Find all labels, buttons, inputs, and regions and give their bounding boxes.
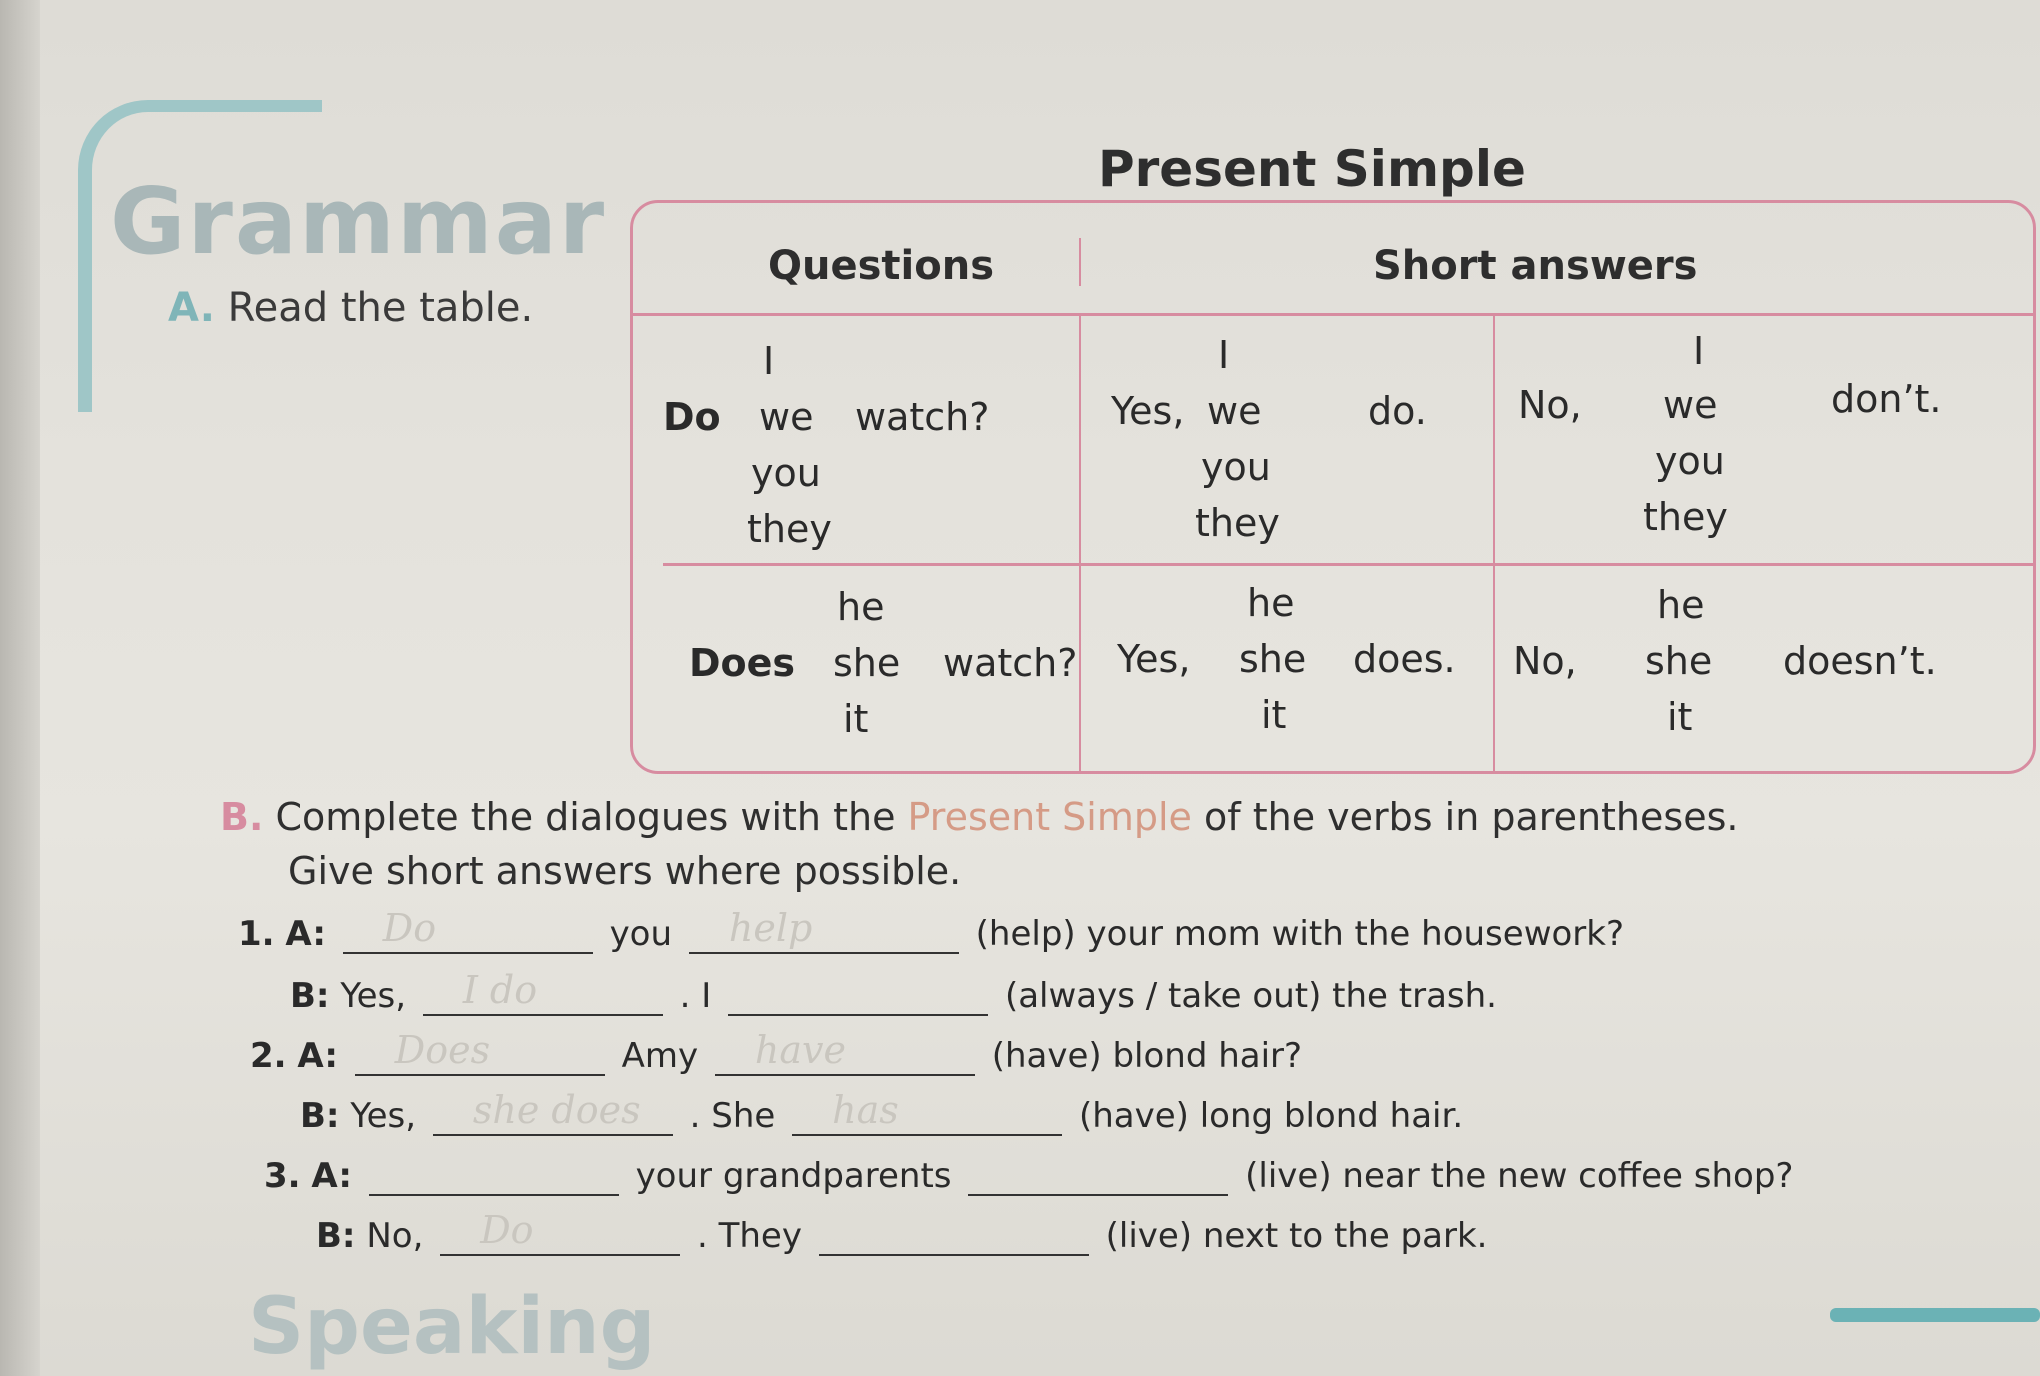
- dialogue-2-number: 2.: [250, 1036, 287, 1076]
- dialogue-3-a-blank-2[interactable]: [968, 1162, 1228, 1196]
- dialogue-2-a-blank-1[interactable]: [355, 1028, 605, 1076]
- dialogue-1-a-label: A:: [285, 914, 326, 954]
- instruction-b-text-after: of the verbs in parentheses.: [1191, 795, 1739, 839]
- dialogue-2-b-blank-2[interactable]: [792, 1088, 1062, 1136]
- dialogue-3-a-blank-1[interactable]: [369, 1162, 619, 1196]
- dialogue-3-a-label: A:: [311, 1156, 352, 1196]
- instruction-a: [168, 285, 533, 331]
- row2-no-pronoun-1: he: [1657, 583, 1705, 627]
- row2-yes-pronoun-2: she: [1239, 637, 1307, 681]
- header-questions: Questions: [768, 243, 995, 289]
- dialogue-1-a-blank-2[interactable]: [689, 906, 959, 954]
- row2-no-aux: doesn’t.: [1783, 639, 1937, 683]
- dialogue-1-b: [290, 968, 1497, 1016]
- section-title: Grammar: [110, 168, 607, 275]
- dialogue-1-a-handwriting-1: Do: [382, 906, 437, 950]
- row1-no-pronoun-4: they: [1643, 495, 1728, 539]
- row1-pronoun-2: we: [759, 395, 814, 439]
- row1-yes-pronoun-4: they: [1195, 501, 1280, 545]
- dialogue-3-b-blank-1[interactable]: [440, 1208, 680, 1256]
- page-gutter: [0, 0, 40, 1376]
- dialogue-2-a-end: (have) blond hair?: [991, 1036, 1303, 1076]
- instruction-b: [220, 790, 2010, 898]
- header-divider: [1079, 238, 1081, 286]
- dialogue-2-a-blank-2[interactable]: [715, 1028, 975, 1076]
- dialogue-3-b-label: B:: [316, 1216, 356, 1256]
- row1-verb: watch?: [855, 395, 990, 439]
- row1-yes-aux: do.: [1368, 389, 1427, 433]
- row1-yes-pronoun-1: I: [1218, 333, 1230, 377]
- grammar-table: [630, 200, 2036, 774]
- dialogue-2-a-label: A:: [297, 1036, 338, 1076]
- row2-verb: watch?: [943, 641, 1078, 685]
- instruction-b-line2: Give short answers where possible.: [288, 849, 962, 893]
- dialogue-2-b-start: Yes,: [350, 1096, 417, 1136]
- dialogue-2-b-label: B:: [300, 1096, 340, 1136]
- row2-yes: Yes,: [1117, 637, 1191, 681]
- row1-aux: Do: [663, 395, 721, 439]
- instruction-a-text: Read the table.: [227, 285, 534, 331]
- row2-yes-pronoun-3: it: [1261, 693, 1287, 737]
- dialogue-3-number: 3.: [264, 1156, 301, 1196]
- dialogue-1-b-label: B:: [290, 976, 330, 1016]
- row2-no-pronoun-2: she: [1645, 639, 1713, 683]
- dialogue-1-a-mid: you: [609, 914, 673, 954]
- dialogue-3-b-handwriting-1: Do: [480, 1208, 534, 1252]
- dialogue-1-a: [238, 906, 1625, 954]
- dialogue-2-a-handwriting-2: have: [754, 1028, 846, 1072]
- dialogue-1-b-blank-1[interactable]: [423, 968, 663, 1016]
- row1-no: No,: [1518, 383, 1582, 427]
- dialogue-3-b-end: (live) next to the park.: [1105, 1216, 1488, 1256]
- table-title: Present Simple: [1098, 140, 1526, 198]
- row1-yes: Yes,: [1111, 389, 1185, 433]
- dialogue-1-a-end: (help) your mom with the housework?: [975, 914, 1625, 954]
- row2-pronoun-2: she: [833, 641, 901, 685]
- row1-yes-pronoun-2: we: [1207, 389, 1262, 433]
- dialogue-1-a-handwriting-2: help: [728, 906, 813, 950]
- row2-no: No,: [1513, 639, 1577, 683]
- dialogue-3-a: [264, 1156, 1793, 1196]
- header-short-answers: Short answers: [1373, 243, 1698, 289]
- dialogue-2-a: [250, 1028, 1303, 1076]
- dialogue-2-a-handwriting-1: Does: [394, 1028, 491, 1072]
- dialogue-2-b-end: (have) long blond hair.: [1078, 1096, 1464, 1136]
- row2-aux: Does: [689, 641, 796, 685]
- dialogue-2-a-mid: Amy: [621, 1036, 699, 1076]
- next-section-title: Speaking: [248, 1282, 656, 1372]
- row1-yes-pronoun-3: you: [1201, 445, 1271, 489]
- dialogue-3-b-blank-2[interactable]: [819, 1222, 1089, 1256]
- dialogue-3-a-end: (live) near the new coffee shop?: [1245, 1156, 1794, 1196]
- dialogue-2-b-handwriting-1: she does: [472, 1088, 641, 1132]
- row1-no-pronoun-3: you: [1655, 439, 1725, 483]
- row2-yes-pronoun-1: he: [1247, 581, 1295, 625]
- dialogue-1-number: 1.: [238, 914, 275, 954]
- dialogue-3-b-start: No,: [366, 1216, 424, 1256]
- row1-no-aux: don’t.: [1831, 377, 1942, 421]
- table-header: [633, 203, 2033, 316]
- dialogue-3-b-mid: . They: [697, 1216, 802, 1256]
- row1-pronoun-1: I: [763, 339, 775, 383]
- dialogue-1-b-mid: . I: [679, 976, 712, 1016]
- row2-pronoun-1: he: [837, 585, 885, 629]
- decorative-dash: [1830, 1308, 2040, 1322]
- dialogue-1-b-handwriting-1: I do: [462, 968, 538, 1012]
- dialogue-3-b: [316, 1208, 1488, 1256]
- dialogue-2-b-mid: . She: [689, 1096, 776, 1136]
- row1-pronoun-4: they: [747, 507, 832, 551]
- dialogue-2-b: [300, 1088, 1464, 1136]
- dialogue-1-b-start: Yes,: [340, 976, 407, 1016]
- dialogue-2-b-handwriting-2: has: [832, 1088, 899, 1132]
- column-divider-2: [1493, 313, 1495, 771]
- dialogue-1-b-end: (always / take out) the trash.: [1004, 976, 1497, 1016]
- instruction-b-letter: B.: [220, 795, 264, 839]
- dialogue-1-b-blank-2[interactable]: [728, 982, 988, 1016]
- row-divider: [663, 563, 2033, 566]
- row1-pronoun-3: you: [751, 451, 821, 495]
- row1-no-pronoun-1: I: [1693, 329, 1705, 373]
- dialogue-3-a-mid: your grandparents: [635, 1156, 952, 1196]
- instruction-a-letter: A.: [168, 285, 215, 331]
- row2-no-pronoun-3: it: [1667, 695, 1693, 739]
- dialogue-1-a-blank-1[interactable]: [343, 906, 593, 954]
- instruction-b-text-before: Complete the dialogues with the: [275, 795, 908, 839]
- row2-pronoun-3: it: [843, 697, 869, 741]
- row1-no-pronoun-2: we: [1663, 383, 1718, 427]
- instruction-b-highlight: Present Simple: [907, 795, 1192, 839]
- row2-yes-aux: does.: [1353, 637, 1456, 681]
- column-divider-1: [1079, 313, 1081, 771]
- dialogue-2-b-blank-1[interactable]: [433, 1088, 673, 1136]
